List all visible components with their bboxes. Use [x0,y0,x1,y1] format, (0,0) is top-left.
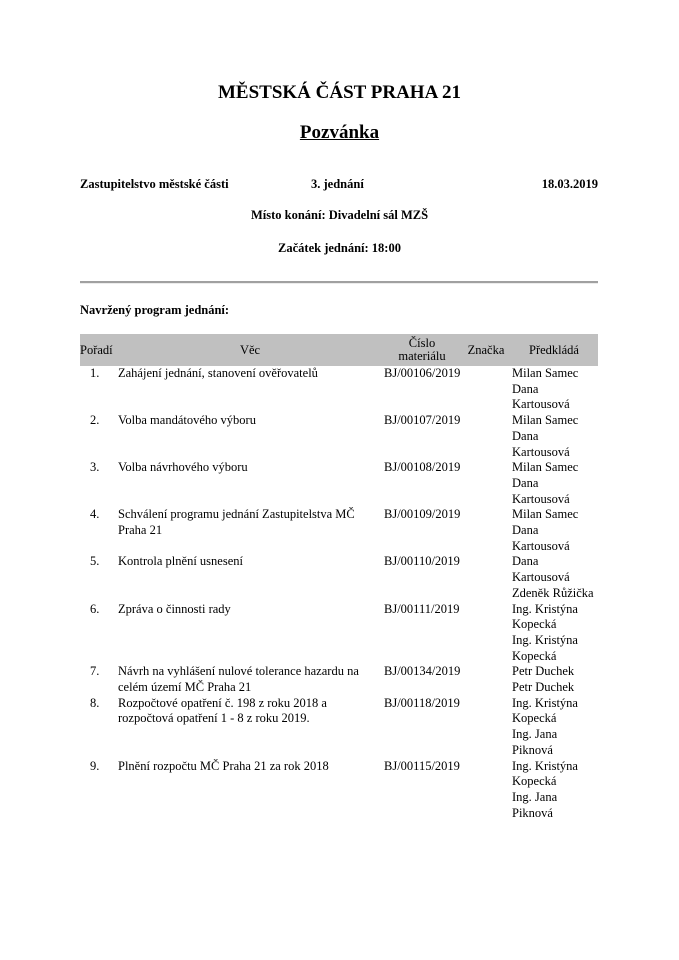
presenter-name: Kartousová [512,444,570,459]
document-subtitle: Pozvánka [299,122,380,143]
row-material-number: BJ/00118/2019 [384,695,460,710]
table-row [80,366,598,413]
meeting-start: Začátek jednání: 18:00 [278,241,401,255]
column-header-subject: Věc [239,342,261,357]
presenter-name: Kopecká [512,648,557,663]
row-presenters [510,696,598,759]
row-order: 4. [90,507,100,522]
row-subject: Volba mandátového výboru [118,413,256,428]
presenter-name: Milan Samec [512,366,579,380]
table-row [80,664,598,695]
row-presenters [510,759,598,822]
presenter-name: Ing. Kristýna [512,758,578,773]
row-presenters [510,460,598,507]
presenter-name: Milan Samec [512,413,579,428]
presenter-name: Ing. Kristýna [512,632,578,647]
row-presenters [510,664,598,695]
row-mark [462,554,510,601]
row-order: 3. [90,460,100,475]
table-row [80,460,598,507]
presenter-name: Zdeněk Růžička [512,585,594,600]
row-order: 2. [90,413,100,428]
table-row [80,759,598,822]
row-subject: Kontrola plnění usnesení [118,554,243,569]
presenter-name: Kopecká [512,774,557,789]
row-order: 9. [90,758,100,773]
row-presenters [510,554,598,601]
row-mark [462,664,510,695]
meeting-session: 3. jednání [311,177,364,191]
row-subject: Plnění rozpočtu MČ Praha 21 za rok 2018 [118,758,329,773]
row-material-number: BJ/00107/2019 [384,413,461,428]
row-subject: Volba návrhového výboru [118,460,248,475]
row-material-number: BJ/00108/2019 [384,460,461,475]
presenter-name: Ing. Kristýna [512,695,578,710]
table-row [80,696,598,759]
presenter-name: Dana [512,475,539,490]
row-mark [462,602,510,665]
presenter-name: Ing. Jana [512,789,558,804]
row-order: 6. [90,601,100,616]
presenter-name: Piknová [512,742,553,757]
presenter-name: Kartousová [512,570,570,585]
column-header-material-line2: materiálu [398,349,446,363]
row-subject: Zahájení jednání, stanovení ověřovatelů [118,366,318,380]
table-row [80,507,598,554]
meeting-date: 18.03.2019 [541,177,598,191]
column-header-order: Pořadí [80,342,113,357]
row-order: 1. [90,366,100,380]
document-title: MĚSTSKÁ ČÁST PRAHA 21 [217,82,461,103]
row-subject: Schválení programu jednání Zastupitelstva MČ Praha 21 [118,507,355,538]
row-material-number: BJ/00115/2019 [384,758,460,773]
row-material-number: BJ/00106/2019 [384,366,461,380]
presenter-name: Dana [512,554,539,569]
row-material-number: BJ/00134/2019 [384,664,461,679]
row-order: 5. [90,554,100,569]
column-header-mark: Značka [467,342,505,357]
agenda-heading: Navržený program jednání: [80,303,230,317]
meeting-body: Zastupitelstvo městské části [80,177,229,191]
row-mark [462,696,510,759]
row-mark [462,507,510,554]
presenter-name: Ing. Jana [512,727,558,742]
column-header-material [382,334,462,366]
presenter-name: Kartousová [512,397,570,412]
row-material-number: BJ/00111/2019 [384,601,460,616]
column-header-material-line1: Číslo [408,336,436,350]
presenter-name: Petr Duchek [512,680,575,695]
presenter-name: Kartousová [512,491,570,506]
row-mark [462,366,510,413]
presenter-name: Petr Duchek [512,664,575,679]
column-header-presenter: Předkládá [529,342,579,357]
agenda-header-row [80,334,598,366]
presenter-name: Dana [512,523,539,538]
agenda-rows [80,366,598,821]
presenter-name: Ing. Kristýna [512,601,578,616]
presenter-name: Kopecká [512,711,557,726]
table-row [80,602,598,665]
row-presenters [510,366,598,413]
presenter-name: Milan Samec [512,460,579,475]
row-subject: Rozpočtové opatření č. 198 z roku 2018 a rozpočtová opatření 1 - 8 z roku 2019. [118,695,327,726]
row-mark [462,759,510,822]
row-material-number: BJ/00110/2019 [384,554,460,569]
row-mark [462,460,510,507]
meeting-place: Místo konání: Divadelní sál MZŠ [250,208,429,222]
row-presenters [510,602,598,665]
row-subject: Zpráva o činnosti rady [118,601,231,616]
presenter-name: Dana [512,428,539,443]
agenda-table [80,334,598,821]
row-presenters [510,413,598,460]
row-order: 8. [90,695,100,710]
table-row [80,554,598,601]
row-presenters [510,507,598,554]
row-mark [462,413,510,460]
presenter-name: Kartousová [512,538,570,553]
presenter-name: Kopecká [512,617,557,632]
table-row [80,413,598,460]
row-order: 7. [90,664,100,679]
row-material-number: BJ/00109/2019 [384,507,461,522]
presenter-name: Piknová [512,805,553,820]
horizontal-divider-shadow [80,283,598,284]
row-subject: Návrh na vyhlášení nulové tolerance hazardu na celém území MČ Praha 21 [118,664,359,695]
presenter-name: Milan Samec [512,507,579,522]
presenter-name: Dana [512,381,539,396]
